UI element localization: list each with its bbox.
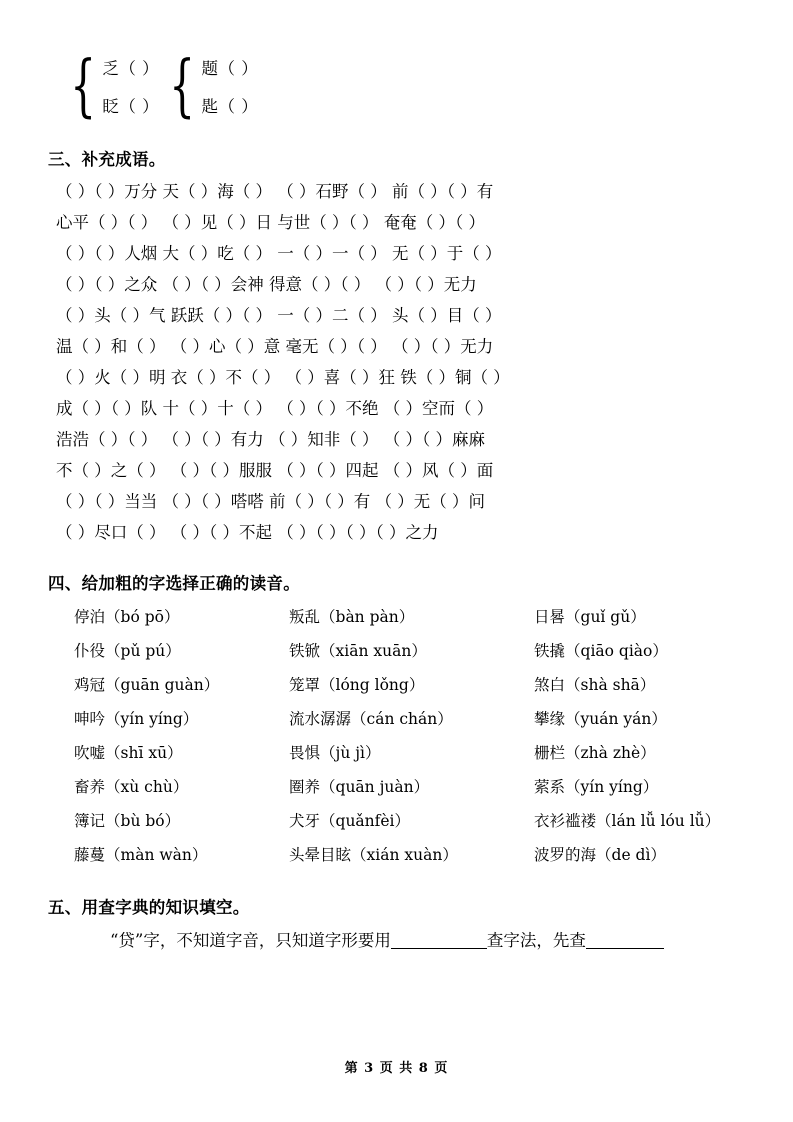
pinyin-options[interactable]: （xián xuàn） [351, 846, 458, 864]
dictionary-prompt-middle: 查字法，先查 [486, 931, 586, 950]
pinyin-word: 笼罩 [289, 676, 321, 694]
brace-blank[interactable]: （ ） [218, 97, 259, 116]
table-row [74, 838, 774, 872]
table-row [74, 736, 774, 770]
brace-question-group [66, 48, 745, 124]
pinyin-options[interactable]: （jù jì） [320, 744, 381, 762]
idiom-row[interactable]: 心平（ ）（ ） （ ）见（ ）日 与世（ ）（ ） 奄奄（ ）（ ） [56, 213, 485, 232]
idiom-row[interactable]: （ ）（ ）人烟 大（ ）吃（ ） 一（ ）一（ ） 无（ ）于（ ） [56, 244, 502, 263]
pinyin-word: 吹嘘 [74, 744, 106, 762]
pinyin-word: 日晷 [534, 608, 566, 626]
table-row [74, 600, 774, 634]
page-footer: 第 3 页 共 8 页 [344, 1061, 449, 1076]
pinyin-word: 畏惧 [289, 744, 321, 762]
pinyin-cell[interactable] [534, 804, 774, 838]
brace-row [201, 55, 258, 79]
pinyin-cell[interactable] [289, 634, 534, 668]
pinyin-options[interactable]: （shà shā） [565, 676, 656, 694]
pinyin-options[interactable]: （guān guàn） [105, 676, 220, 694]
pinyin-word: 叛乱 [289, 608, 321, 626]
pinyin-word: 铁锨 [289, 642, 321, 660]
table-row [74, 634, 774, 668]
section-three-title: 三、补充成语。 [48, 150, 166, 169]
idiom-row[interactable]: （ ）（ ）之众 （ ）（ ）会神 得意（ ）（ ） （ ）（ ）无力 [56, 275, 477, 294]
pinyin-cell[interactable] [74, 804, 289, 838]
pinyin-options[interactable]: （bó pō） [105, 608, 180, 626]
pinyin-options[interactable]: （yín yíng） [105, 710, 199, 728]
idiom-row[interactable]: （ ）火（ ）明 衣（ ）不（ ） （ ）喜（ ）狂 铁（ ）铜（ ） [56, 368, 510, 387]
pinyin-options[interactable]: （quǎnfèi） [320, 812, 411, 830]
pinyin-options[interactable]: （yuán yán） [565, 710, 667, 728]
pinyin-cell[interactable] [74, 770, 289, 804]
pinyin-options[interactable]: （xiān xuān） [320, 642, 427, 660]
pinyin-options[interactable]: （bù bó） [105, 812, 181, 830]
dictionary-prompt-prefix: “贷”字，不知道字音，只知道字形要用 [110, 931, 391, 950]
idiom-row[interactable]: （ ）头（ ）气 跃跃（ ）（ ） 一（ ）二（ ） 头（ ）目（ ） [56, 306, 502, 325]
pinyin-cell[interactable] [289, 770, 534, 804]
pinyin-word: 簿记 [74, 812, 106, 830]
brace-pair-2 [165, 48, 258, 124]
idiom-row[interactable]: 浩浩（ ）（ ） （ ）（ ）有力 （ ）知非（ ） （ ）（ ）麻麻 [56, 430, 485, 449]
pinyin-cell[interactable] [534, 838, 774, 872]
pinyin-options[interactable]: （bàn pàn） [320, 608, 415, 626]
idiom-row[interactable]: 不（ ）之（ ） （ ）（ ）服服 （ ）（ ）四起 （ ）风（ ）面 [56, 461, 494, 480]
pinyin-options[interactable]: （màn wàn） [105, 846, 208, 864]
pinyin-word: 仆役 [74, 642, 106, 660]
pinyin-cell[interactable] [289, 838, 534, 872]
pinyin-options[interactable]: （zhà zhè） [565, 744, 656, 762]
pinyin-cell[interactable] [534, 736, 774, 770]
idiom-row[interactable]: （ ）尽口（ ） （ ）（ ）不起 （ ）（ ）（ ）（ ）之力 [56, 523, 439, 542]
pinyin-cell[interactable] [289, 600, 534, 634]
idiom-row[interactable]: 温（ ）和（ ） （ ）心（ ）意 毫无（ ）（ ） （ ）（ ）无力 [56, 337, 494, 356]
pinyin-options[interactable]: （quān juàn） [320, 778, 430, 796]
brace-pair-1-rows [102, 48, 159, 124]
section-five-title: 五、用查字典的知识填空。 [48, 898, 250, 917]
pinyin-word: 鸡冠 [74, 676, 106, 694]
pinyin-word: 衣衫褴褛 [534, 812, 597, 830]
brace-blank[interactable]: （ ） [218, 59, 259, 78]
dictionary-blank-1[interactable] [391, 948, 487, 949]
brace-blank[interactable]: （ ） [119, 59, 160, 78]
left-brace-icon: { [169, 46, 196, 125]
pinyin-word: 停泊 [74, 608, 106, 626]
brace-blank[interactable]: （ ） [119, 97, 160, 116]
pinyin-options[interactable]: （shī xū） [105, 744, 183, 762]
brace-char: 眨 [102, 97, 120, 116]
pinyin-cell[interactable] [74, 736, 289, 770]
pinyin-word: 栅栏 [534, 744, 566, 762]
brace-row [201, 93, 258, 117]
pinyin-options[interactable]: （qiāo qiào） [565, 642, 668, 660]
pinyin-word: 畜养 [74, 778, 106, 796]
pinyin-options[interactable]: （guǐ gǔ） [565, 608, 646, 626]
pinyin-cell[interactable] [289, 668, 534, 702]
pinyin-word: 萦系 [534, 778, 566, 796]
pinyin-cell[interactable] [74, 634, 289, 668]
pinyin-cell[interactable] [74, 600, 289, 634]
pinyin-cell[interactable] [289, 736, 534, 770]
brace-char: 匙 [201, 97, 219, 116]
pinyin-word: 藤蔓 [74, 846, 106, 864]
section-four-title: 四、给加粗的字选择正确的读音。 [48, 574, 300, 593]
pinyin-choice-table [74, 600, 774, 872]
brace-pair-1 [66, 48, 159, 124]
pinyin-word: 头晕目眩 [289, 846, 352, 864]
pinyin-options[interactable]: （pǔ pú） [105, 642, 181, 660]
table-row [74, 804, 774, 838]
dictionary-blank-2[interactable] [586, 948, 664, 949]
pinyin-word: 圈养 [289, 778, 321, 796]
brace-char: 乏 [102, 59, 120, 78]
pinyin-word: 流水潺潺 [289, 710, 352, 728]
left-brace-icon: { [70, 46, 97, 125]
pinyin-cell[interactable] [534, 634, 774, 668]
idiom-row[interactable]: （ ）（ ）当当 （ ）（ ）嗒嗒 前（ ）（ ）有 （ ）无（ ）问 [56, 492, 485, 511]
pinyin-cell[interactable] [534, 702, 774, 736]
pinyin-cell[interactable] [74, 668, 289, 702]
pinyin-cell[interactable] [74, 838, 289, 872]
brace-row [102, 55, 159, 79]
brace-pair-2-rows [201, 48, 258, 124]
pinyin-word: 呻吟 [74, 710, 106, 728]
dictionary-fill-line [110, 926, 745, 956]
idiom-row[interactable]: 成（ ）（ ）队 十（ ）十（ ） （ ）（ ）不绝 （ ）空而（ ） [56, 399, 494, 418]
pinyin-cell[interactable] [74, 702, 289, 736]
table-row [74, 770, 774, 804]
pinyin-options[interactable]: （lóng lǒng） [320, 676, 425, 694]
table-row [74, 702, 774, 736]
pinyin-options[interactable]: （xù chù） [105, 778, 189, 796]
pinyin-options[interactable]: （yín yíng） [565, 778, 659, 796]
pinyin-word: 铁撬 [534, 642, 566, 660]
pinyin-cell[interactable] [534, 600, 774, 634]
pinyin-word: 犬牙 [289, 812, 321, 830]
pinyin-word: 攀缘 [534, 710, 566, 728]
pinyin-cell[interactable] [534, 668, 774, 702]
idiom-row[interactable]: （ ）（ ）万分 天（ ）海（ ） （ ）石野（ ） 前（ ）（ ）有 [56, 182, 494, 201]
brace-row [102, 93, 159, 117]
pinyin-options[interactable]: （lán lǚ lóu lǚ） [596, 812, 721, 830]
pinyin-options[interactable]: （cán chán） [351, 710, 453, 728]
pinyin-options[interactable]: （de dì） [596, 846, 666, 864]
pinyin-word: 波罗的海 [534, 846, 597, 864]
pinyin-cell[interactable] [289, 702, 534, 736]
table-row [74, 668, 774, 702]
pinyin-word: 煞白 [534, 676, 566, 694]
pinyin-cell[interactable] [534, 770, 774, 804]
idiom-exercise-block [56, 176, 745, 548]
brace-char: 题 [201, 59, 219, 78]
pinyin-cell[interactable] [289, 804, 534, 838]
